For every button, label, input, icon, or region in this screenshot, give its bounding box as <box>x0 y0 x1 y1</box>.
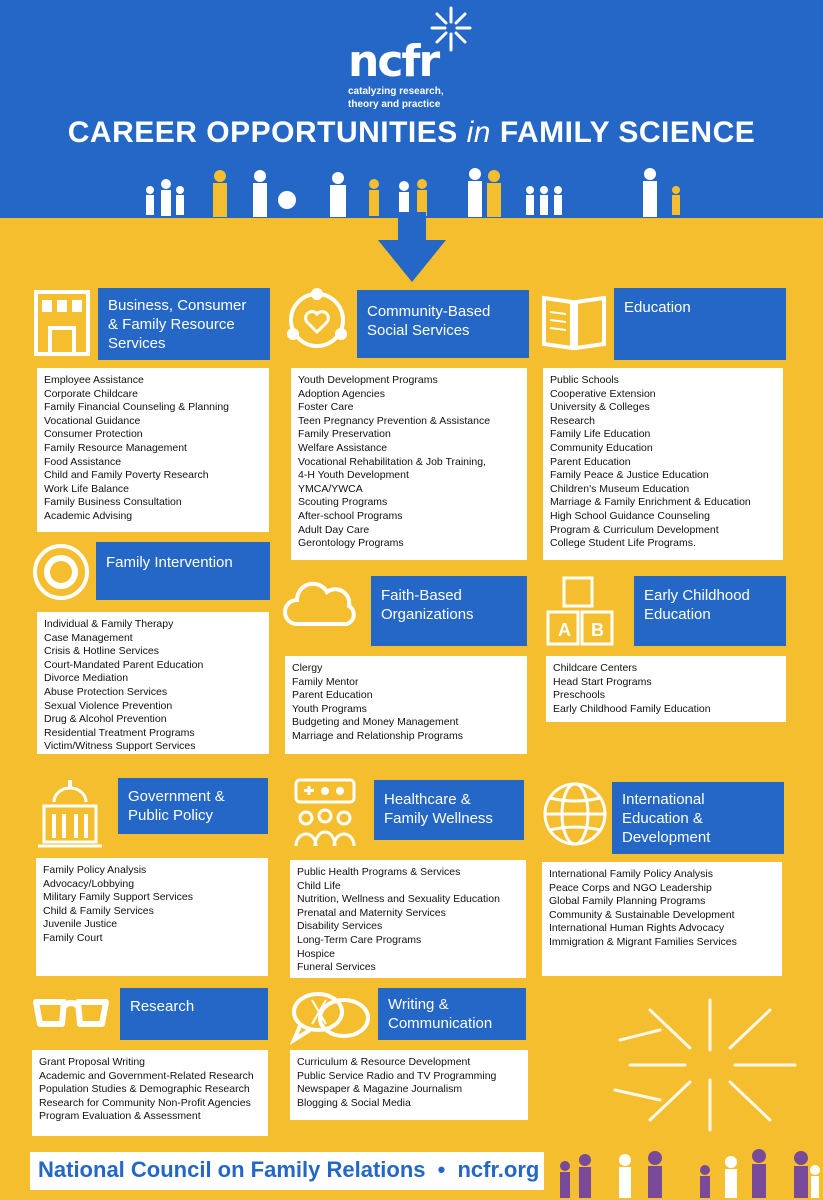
list-item: Research for Community Non-Profit Agencies <box>39 1096 251 1109</box>
family-figures-illustration <box>140 160 700 220</box>
list-item: Adult Day Care <box>298 523 370 536</box>
list-item: Family Policy Analysis <box>43 864 147 876</box>
list-item: Funeral Services <box>297 961 376 974</box>
card-list <box>543 368 783 560</box>
list-item: Cooperative Extension <box>550 387 656 400</box>
list-item: Academic and Government-Related Research <box>39 1069 254 1082</box>
card-title: Faith-Based Organizations <box>371 576 527 646</box>
list-item: 4-H Youth Development <box>298 469 409 482</box>
card-title: Healthcare & Family Wellness <box>374 780 524 840</box>
list-item: Welfare Assistance <box>298 441 388 454</box>
header-banner <box>0 0 823 218</box>
list-item: Child Life <box>297 879 341 892</box>
list-item: Newspaper & Magazine Journalism <box>297 1083 463 1096</box>
list-item: YMCA/YWCA <box>298 482 363 495</box>
list-item: Family Financial Counseling & Planning <box>44 401 230 414</box>
card-list <box>285 656 527 754</box>
list-item: Community Education <box>550 441 653 454</box>
list-item: Vocational Rehabilitation & Job Training, <box>298 455 486 468</box>
list-item: Peace Corps and NGO Leadership <box>549 881 712 894</box>
card-title: Family Intervention <box>96 542 270 600</box>
list-item: Budgeting and Money Management <box>292 716 459 729</box>
list-item: High School Guidance Counseling <box>550 509 710 522</box>
list-item: Individual & Family Therapy <box>44 618 174 630</box>
cloud-icon <box>283 574 359 634</box>
footer-url-link[interactable]: ncfr.org <box>457 1157 540 1182</box>
logo-tagline-2: theory and practice <box>348 99 441 110</box>
list-item: Divorce Mediation <box>44 672 129 685</box>
list-item: Family Resource Management <box>44 441 187 454</box>
list-item: After-school Programs <box>298 509 403 522</box>
list-item: Vocational Guidance <box>44 414 141 427</box>
list-item: Foster Care <box>298 401 354 414</box>
eyeglasses-icon <box>30 986 112 1036</box>
family-health-icon <box>290 776 360 850</box>
list-item: Prenatal and Maternity Services <box>297 906 446 919</box>
list-item: Youth Development Programs <box>298 374 438 386</box>
svg-text:A: A <box>558 620 571 640</box>
title-part-1: CAREER OPPORTUNITIES <box>67 116 458 149</box>
list-item: College Student Life Programs. <box>550 537 696 550</box>
list-item: Abuse Protection Services <box>44 685 168 698</box>
list-item: Program & Curriculum Development <box>550 523 719 536</box>
speech-bubbles-icon <box>290 986 374 1048</box>
list-item: Child & Family Services <box>43 904 154 917</box>
purple-family-figures-illustration <box>555 1130 823 1200</box>
community-heart-icon <box>283 284 351 354</box>
list-item: Program Evaluation & Assessment <box>39 1110 201 1123</box>
list-item: Corporate Childcare <box>44 387 138 400</box>
card-faith <box>283 574 529 754</box>
logo-wordmark: ncfr <box>348 36 439 87</box>
card-international <box>540 776 786 976</box>
list-item: Disability Services <box>297 920 383 933</box>
down-arrow-icon <box>376 212 448 284</box>
list-item: Employee Assistance <box>44 374 144 386</box>
list-item: Nutrition, Wellness and Sexuality Education <box>297 893 500 906</box>
list-item: International Family Policy Analysis <box>549 868 713 880</box>
card-early-childhood <box>544 574 786 722</box>
title-part-3: FAMILY SCIENCE <box>499 116 756 149</box>
footer-bullet: • <box>437 1157 446 1182</box>
card-title: Early Childhood Education <box>634 576 786 646</box>
list-item: Early Childhood Family Education <box>553 702 711 715</box>
list-item: Preschools <box>553 689 605 702</box>
list-item: Public Schools <box>550 374 619 386</box>
card-list <box>546 656 786 722</box>
title-part-2: in <box>466 116 491 149</box>
card-business <box>30 284 270 532</box>
list-item: Hospice <box>297 947 335 960</box>
list-item: Victim/Witness Support Services <box>44 740 196 753</box>
list-item: Work Life Balance <box>44 482 130 495</box>
list-item: Court-Mandated Parent Education <box>44 658 204 671</box>
list-item: Crisis & Hotline Services <box>44 645 159 658</box>
list-item: Family Peace & Justice Education <box>550 469 709 482</box>
card-community <box>283 284 529 562</box>
svg-text:B: B <box>591 620 604 640</box>
list-item: Advocacy/Lobbying <box>43 877 135 890</box>
list-item: Public Health Programs & Services <box>297 866 461 878</box>
list-item: Head Start Programs <box>553 675 652 688</box>
list-item: Public Service Radio and TV Programming <box>297 1069 497 1082</box>
list-item: Academic Advising <box>44 509 133 522</box>
list-item: Long-Term Care Programs <box>297 933 422 946</box>
list-item: Clergy <box>292 662 323 674</box>
alphabet-blocks-icon <box>544 574 616 648</box>
card-title: Government & Public Policy <box>118 778 268 834</box>
sparkle-burst-decoration <box>600 990 800 1140</box>
list-item: Adoption Agencies <box>298 387 385 400</box>
list-item: University & Colleges <box>550 401 650 414</box>
list-item: Marriage and Relationship Programs <box>292 729 463 742</box>
list-item: International Human Rights Advocacy <box>549 922 725 935</box>
list-item: Youth Programs <box>292 702 367 715</box>
card-title: Business, Consumer & Family Resource Services <box>98 288 270 360</box>
card-list <box>290 1050 528 1120</box>
list-item: Curriculum & Resource Development <box>297 1056 471 1068</box>
list-item: Research <box>550 414 595 427</box>
card-healthcare <box>290 776 526 978</box>
card-title: Education <box>614 288 786 360</box>
card-education <box>540 284 786 562</box>
card-list <box>32 1050 268 1136</box>
open-book-icon <box>540 284 608 354</box>
card-title: Research <box>120 988 268 1040</box>
list-item: Food Assistance <box>44 455 122 468</box>
list-item: Juvenile Justice <box>43 918 118 931</box>
list-item: Immigration & Migrant Families Services <box>549 935 737 948</box>
card-title: Writing & Communication <box>378 988 526 1040</box>
globe-icon <box>540 776 610 852</box>
card-title: International Education & Development <box>612 782 784 854</box>
card-writing <box>290 986 528 1120</box>
list-item: Military Family Support Services <box>43 891 193 904</box>
list-item: Residential Treatment Programs <box>44 726 195 739</box>
card-list <box>542 862 782 976</box>
card-title: Community-Based Social Services <box>357 290 529 358</box>
list-item: Family Preservation <box>298 428 391 441</box>
list-item: Children's Museum Education <box>550 482 690 495</box>
logo-tagline-1: catalyzing research, <box>348 86 444 97</box>
list-item: Drug & Alcohol Prevention <box>44 713 167 726</box>
list-item: Global Family Planning Programs <box>549 895 706 908</box>
page-title <box>0 116 823 150</box>
list-item: Parent Education <box>550 455 631 468</box>
sparkle-star-icon <box>428 4 474 54</box>
list-item: Grant Proposal Writing <box>39 1056 146 1068</box>
store-building-icon <box>30 284 94 358</box>
card-list <box>291 368 527 560</box>
card-list <box>37 368 269 532</box>
list-item: Family Life Education <box>550 428 651 441</box>
card-list <box>37 612 269 754</box>
footer-text <box>38 1155 539 1185</box>
list-item: Family Court <box>43 931 103 944</box>
list-item: Community & Sustainable Development <box>549 908 735 921</box>
list-item: Blogging & Social Media <box>297 1096 411 1109</box>
footer-org: National Council on Family Relations <box>38 1157 426 1182</box>
list-item: Child and Family Poverty Research <box>44 469 209 482</box>
list-item: Marriage & Family Enrichment & Education <box>550 496 751 509</box>
list-item: Gerontology Programs <box>298 537 404 550</box>
card-list <box>290 860 526 978</box>
list-item: Family Business Consultation <box>44 496 182 509</box>
list-item: Sexual Violence Prevention <box>44 699 173 712</box>
list-item: Parent Education <box>292 689 373 702</box>
list-item: Case Management <box>44 631 133 644</box>
list-item: Teen Pregnancy Prevention & Assistance <box>298 414 491 427</box>
list-item: Scouting Programs <box>298 496 388 509</box>
card-research <box>30 986 270 1136</box>
capitol-building-icon <box>34 776 106 850</box>
card-intervention <box>30 540 270 754</box>
list-item: Childcare Centers <box>553 662 638 674</box>
card-list <box>36 858 268 976</box>
life-ring-icon <box>30 540 92 604</box>
card-government <box>34 776 270 976</box>
list-item: Family Mentor <box>292 675 359 688</box>
list-item: Population Studies & Demographic Research <box>39 1083 250 1096</box>
list-item: Consumer Protection <box>44 428 143 441</box>
